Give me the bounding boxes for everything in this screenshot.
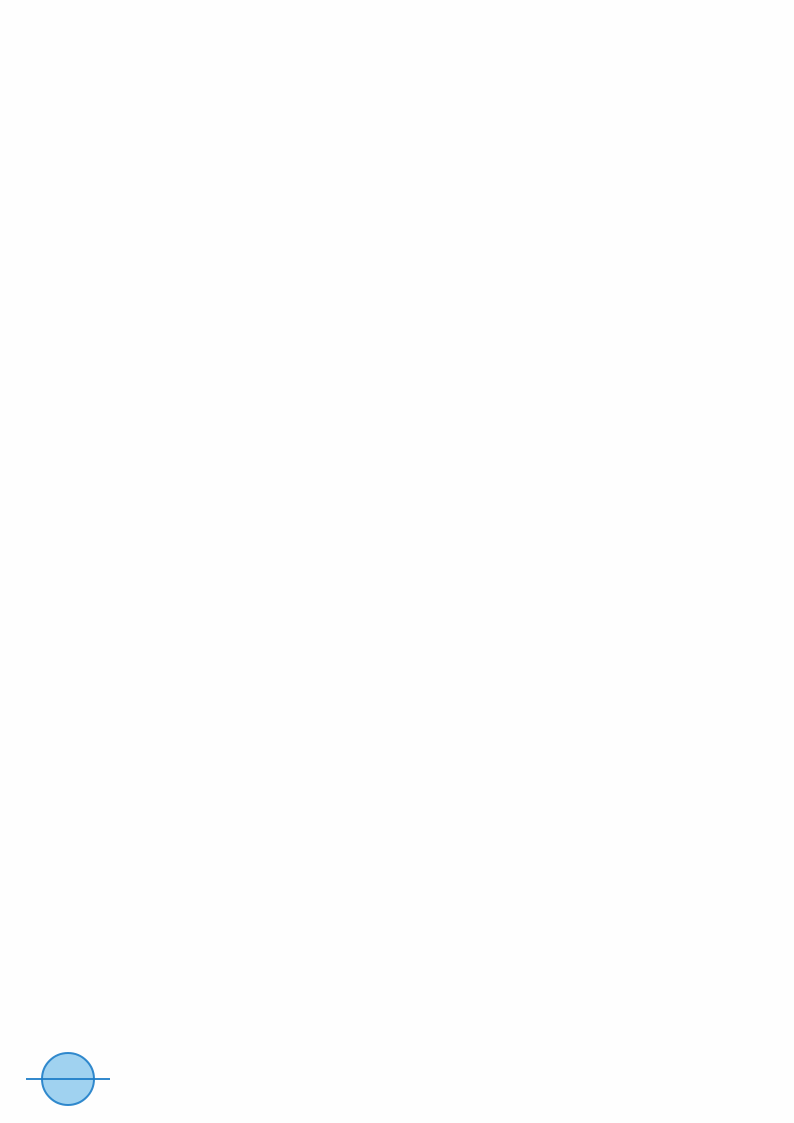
running-header	[732, 37, 735, 47]
sun-icon	[4, 1007, 132, 1123]
watermark	[0, 1005, 794, 1123]
